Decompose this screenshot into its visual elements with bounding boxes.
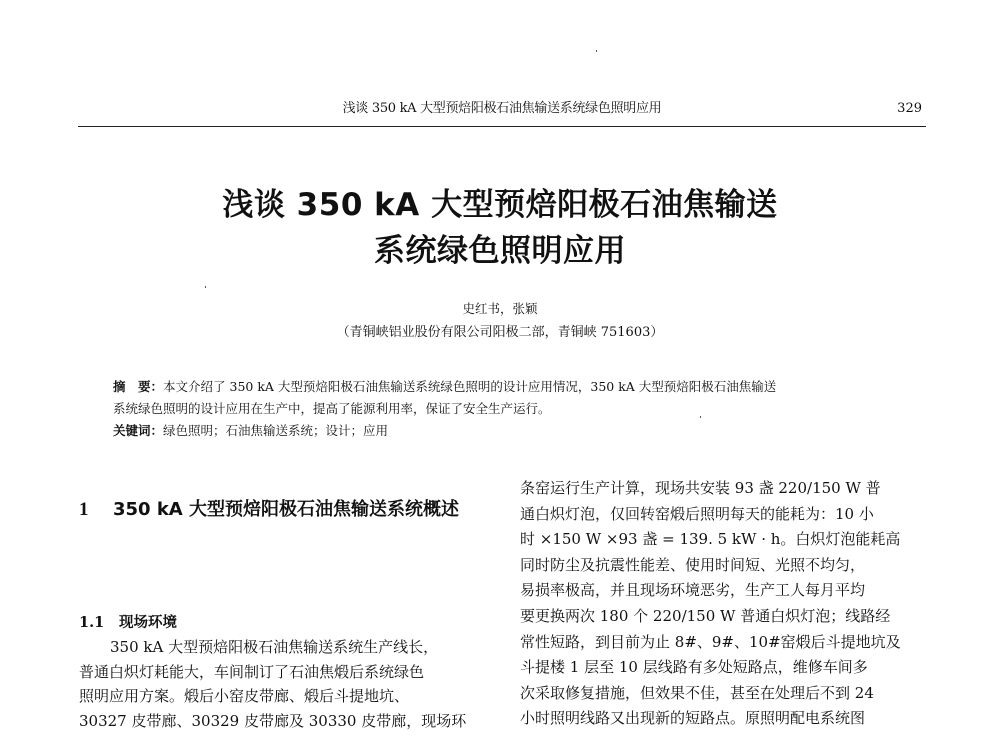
body-line: 30327 皮带廊、30329 皮带廊及 30330 皮带廊，现场环	[79, 711, 467, 730]
page-number: 329	[897, 101, 922, 116]
scan-speck	[596, 50, 597, 52]
header-rule	[78, 126, 926, 127]
abstract-label: 摘 要：	[113, 379, 164, 394]
keywords-label: 关键词：	[113, 423, 164, 438]
keywords-text: 绿色照明；石油焦输送系统；设计；应用	[163, 423, 389, 438]
subsection-number: 1.1	[79, 614, 105, 631]
section-1-heading	[79, 495, 499, 525]
scan-speck	[205, 286, 206, 288]
body-line: 350 kA 大型预焙阳极石油焦输送系统生产线长，	[110, 638, 439, 656]
article-title	[0, 182, 1000, 274]
title-line-1: 浅谈 350 kA 大型预焙阳极石油焦输送	[222, 187, 778, 223]
body-line: 时 ×150 W ×93 盏 = 139. 5 kW · h。白炽灯泡能耗高	[520, 530, 901, 549]
body-line: 照明应用方案。煅后小窑皮带廊、煅后斗提地坑、	[79, 687, 410, 706]
running-title: 浅谈 350 kA 大型预焙阳极石油焦输送系统绿色照明应用	[342, 101, 662, 116]
body-line: 斗提楼 1 层至 10 层线路有多处短路点，维修车间多	[520, 658, 868, 677]
abstract-line-1	[113, 376, 903, 398]
body-line: 小时照明线路又出现新的短路点。原照明配电系统图	[520, 709, 866, 728]
title-line-2: 系统绿色照明应用	[374, 233, 626, 269]
body-line: 次采取修复措施，但效果不佳，甚至在处理后不到 24	[520, 683, 874, 702]
right-column-body	[520, 476, 932, 732]
body-line: 条窑运行生产计算，现场共安装 93 盏 220/150 W 普	[520, 479, 881, 497]
abstract	[113, 376, 903, 442]
body-line: 要更换两次 180 个 220/150 W 普通白炽灯泡；线路经	[520, 606, 891, 625]
subsection-title: 现场环境	[119, 614, 177, 631]
body-line: 易损率极高，并且现场环境恶劣，生产工人每月平均	[520, 581, 866, 600]
abstract-line-2: 系统绿色照明的设计应用在生产中，提高了能源利用率，保证了安全生产运行。	[113, 401, 551, 416]
authors: 史红书，张颖	[462, 301, 538, 316]
abstract-text-1: 本文介绍了 350 kA 大型预焙阳极石油焦输送系统绿色照明的设计应用情况，350 kA 大型预焙阳极石油焦输送	[163, 379, 777, 394]
running-header	[78, 99, 926, 119]
body-line: 普通白炽灯耗能大，车间制订了石油焦煅后系统绿色	[79, 662, 425, 681]
body-line: 同时防尘及抗震性能差、使用时间短、光照不均匀，	[520, 555, 866, 574]
keywords-line	[113, 420, 903, 442]
section-number: 1	[79, 499, 89, 520]
affiliation: （青铜峡铝业股份有限公司阳极二部，青铜峡 751603）	[336, 325, 664, 340]
left-column-body	[79, 635, 491, 733]
body-line: 常性短路，到目前为止 8#、9#、10#窑煅后斗提地坑及	[520, 632, 901, 651]
section-title: 350 kA 大型预焙阳极石油焦输送系统概述	[113, 499, 460, 520]
body-line: 通白炽灯泡，仅回转窑煅后照明每天的能耗为：10 小	[520, 504, 874, 523]
subsection-1-1-heading	[79, 612, 499, 634]
scan-speck	[700, 416, 701, 418]
